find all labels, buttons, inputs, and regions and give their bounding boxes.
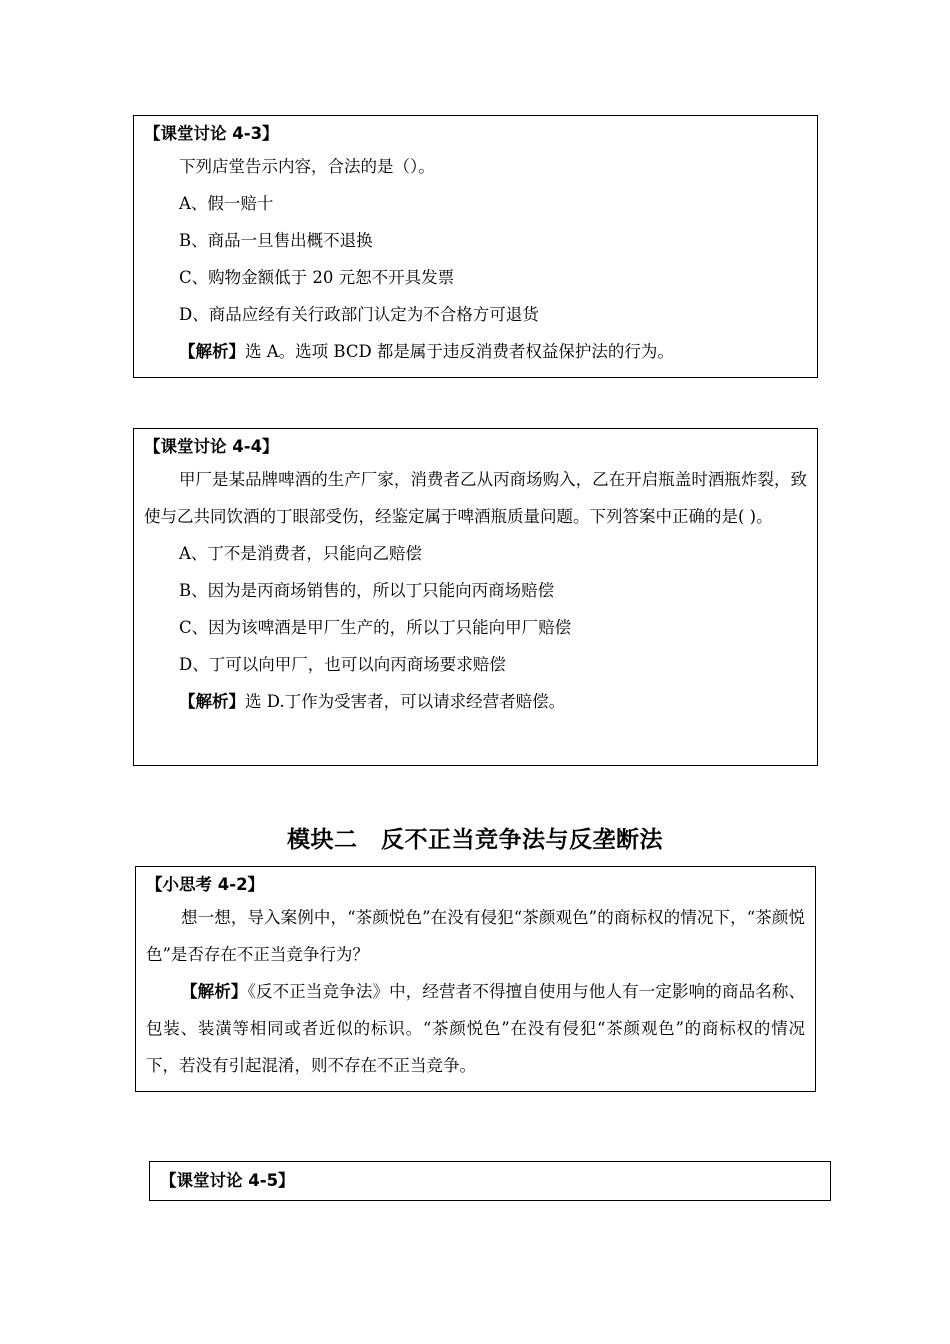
- module-heading: 模块二 反不正当竞争法与反垄断法: [287, 827, 663, 853]
- option-d: D、丁可以向甲厂，也可以向丙商场要求赔偿: [179, 655, 506, 674]
- option-c: C、因为该啤酒是甲厂生产的，所以丁只能向甲厂赔偿: [179, 618, 572, 637]
- discussion-4-3-analysis: [144, 333, 807, 370]
- discussion-4-3-title: 【课堂讨论 4-3】: [144, 124, 279, 143]
- analysis-text: 选 A。选项 BCD 都是属于违反消费者权益保护法的行为。: [245, 342, 674, 361]
- option-a: A、假一赔十: [179, 194, 274, 213]
- analysis-label: 【解析】: [179, 342, 245, 361]
- think-4-2-box: [135, 866, 816, 1092]
- discussion-4-3-question: 下列店堂告示内容，合法的是（）。: [179, 157, 435, 176]
- option-d: D、商品应经有关行政部门认定为不合格方可退货: [179, 305, 539, 324]
- discussion-4-3-box: [133, 115, 818, 378]
- analysis-label: 【解析】: [181, 982, 248, 1001]
- analysis-label: 【解析】: [179, 692, 245, 711]
- discussion-4-4-analysis: [144, 683, 807, 720]
- think-4-2-question: 想一想，导入案例中，“茶颜悦色”在没有侵犯“茶颜观色”的商标权的情况下，“茶颜悦色”是否存在不正当竞争行为？: [146, 908, 805, 964]
- discussion-4-5-title: 【课堂讨论 4-5】: [160, 1171, 295, 1190]
- discussion-4-4-box: [133, 428, 818, 766]
- option-a: A、丁不是消费者，只能向乙赔偿: [179, 544, 422, 563]
- discussion-4-4-title: 【课堂讨论 4-4】: [144, 437, 279, 456]
- option-c: C、购物金额低于 20 元恕不开具发票: [179, 268, 455, 287]
- discussion-4-4-question: 甲厂是某品牌啤酒的生产厂家，消费者乙从丙商场购入，乙在开启瓶盖时酒瓶炸裂，致使与乙共同饮酒的丁眼部受伤，经鉴定属于啤酒瓶质量问题。下列答案中正确的是( )。: [144, 470, 807, 526]
- discussion-4-5-box: [149, 1161, 831, 1201]
- analysis-text: 选 D.丁作为受害者，可以请求经营者赔偿。: [245, 692, 566, 711]
- think-4-2-title: 【小思考 4-2】: [146, 875, 265, 894]
- option-b: B、商品一旦售出概不退换: [179, 231, 373, 250]
- think-4-2-analysis: [146, 973, 805, 1084]
- option-b: B、因为是丙商场销售的，所以丁只能向丙商场赔偿: [179, 581, 555, 600]
- analysis-text: 《反不正当竞争法》中，经营者不得擅自使用与他人有一定影响的商品名称、包装、装潢等相同或者近似的标识。“茶颜悦色”在没有侵犯“茶颜观色”的商标权的情况下，若没有引起混淆，则不存在不正当竞争。: [146, 982, 806, 1075]
